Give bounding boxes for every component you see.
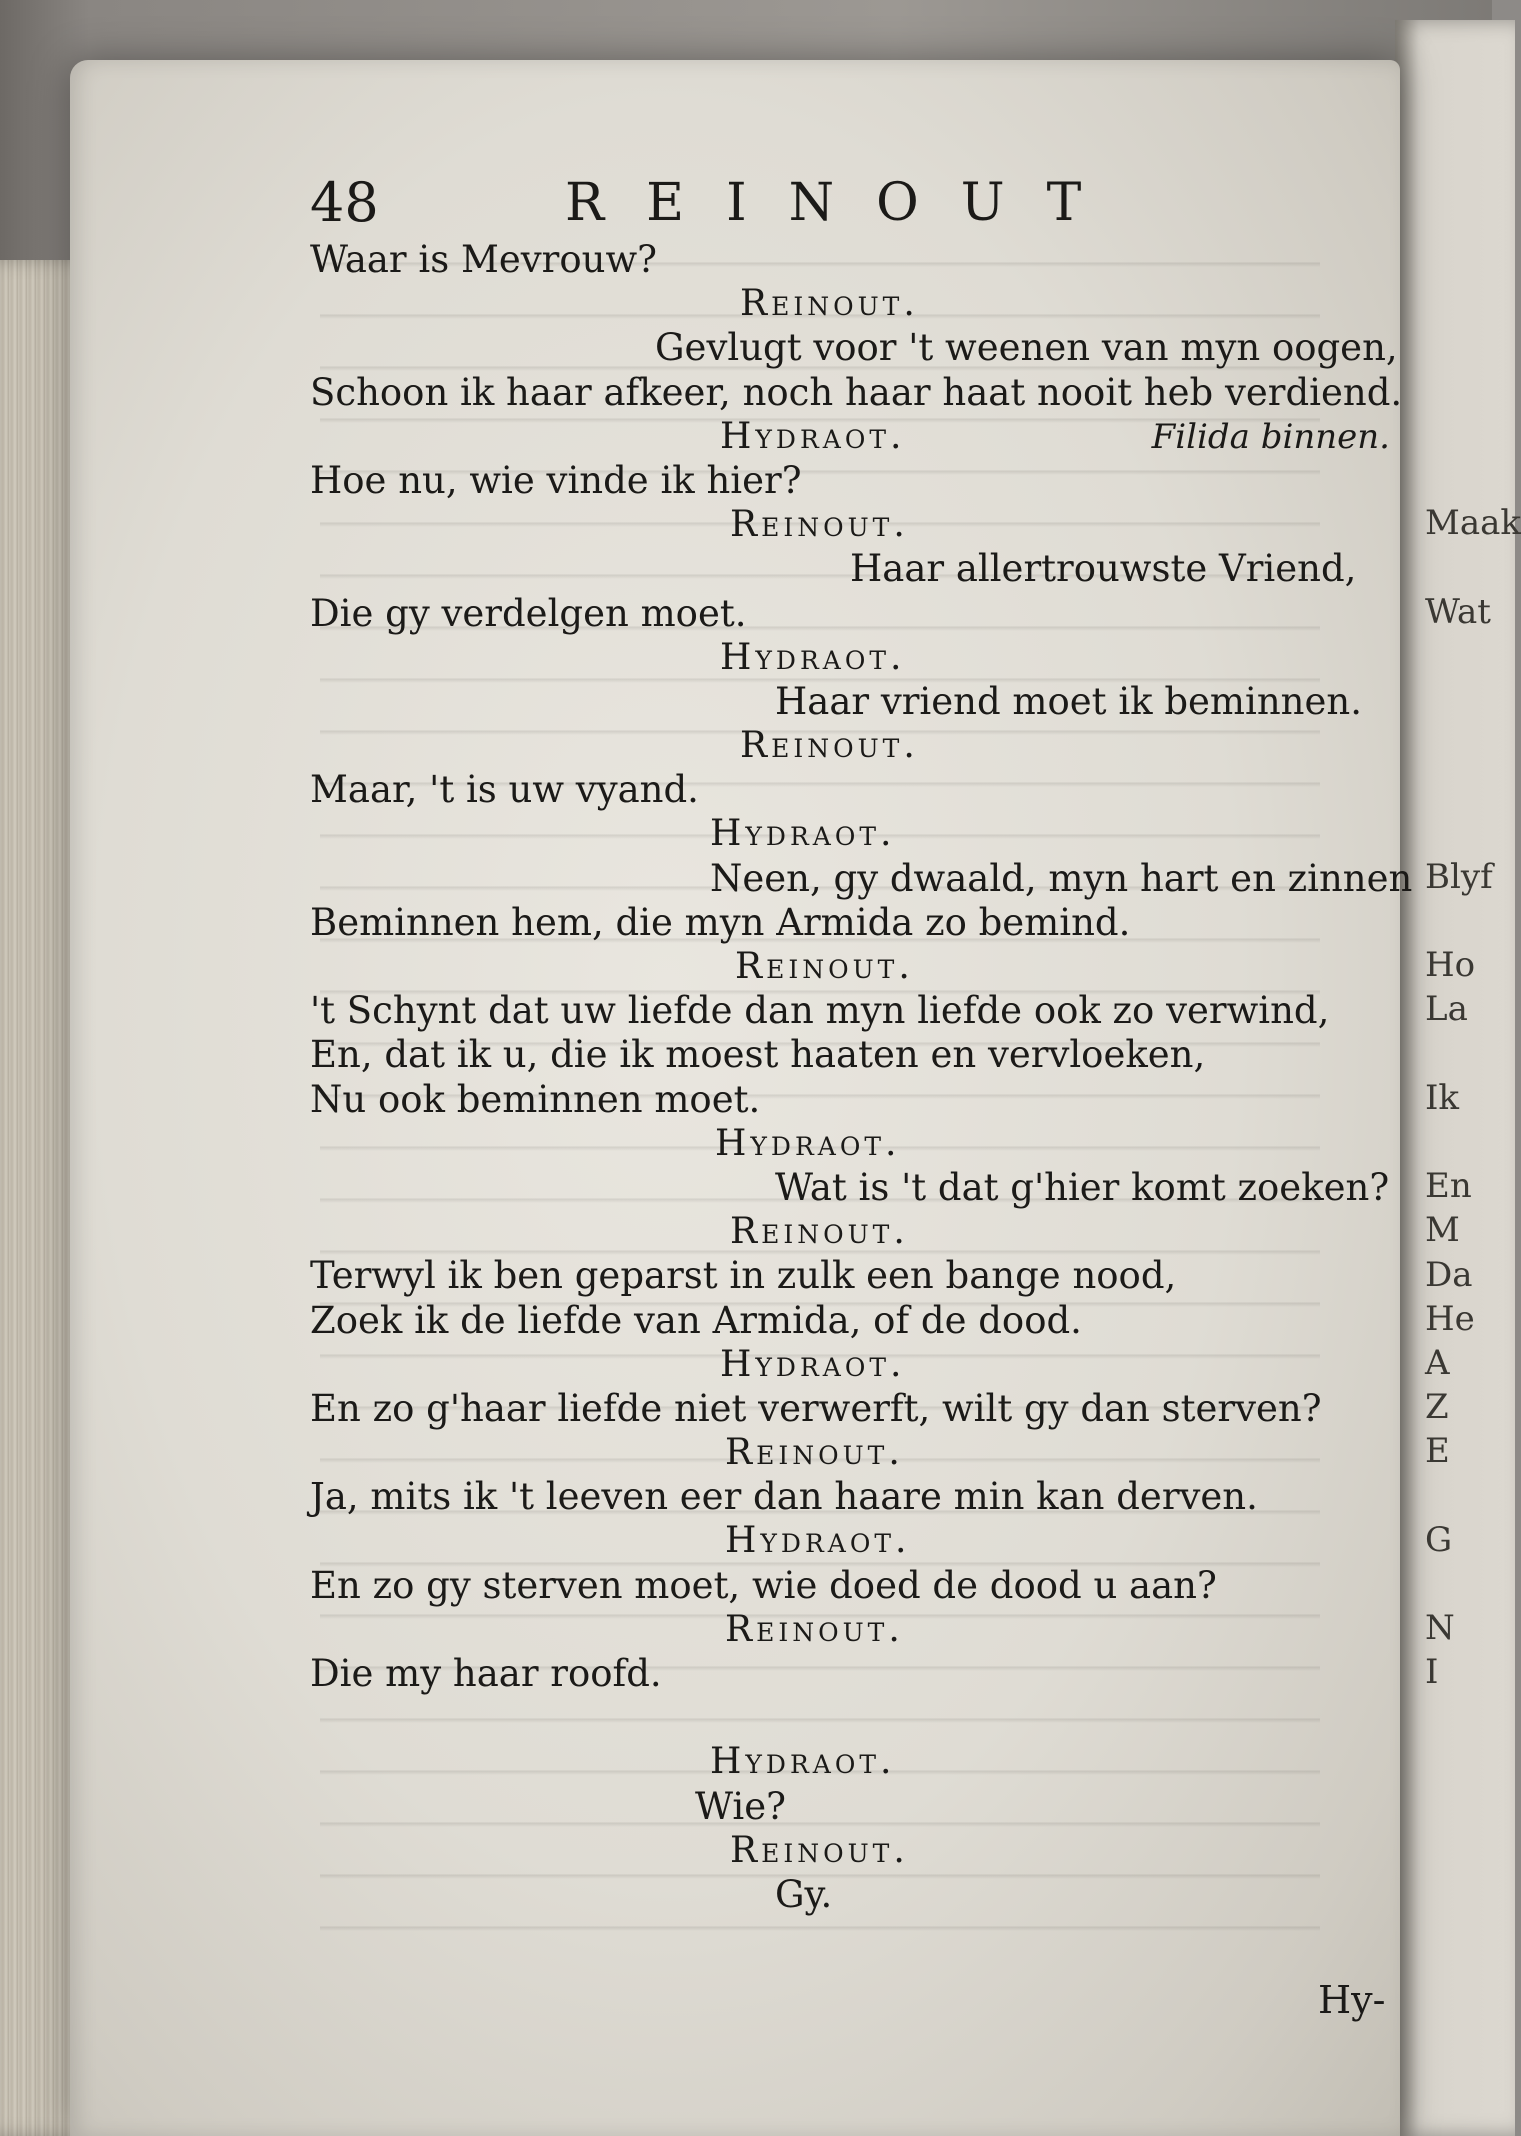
- page-number: 48: [310, 171, 379, 234]
- verse-text: Waar is Mevrouw?: [310, 238, 657, 281]
- catchword: Hy-: [1318, 1978, 1386, 2022]
- speaker-name: [310, 1519, 1390, 1563]
- speaker-label: Hydraot.: [720, 415, 906, 457]
- verse-text: Die my haar roofd.: [310, 1652, 662, 1695]
- speaker-name: [310, 1343, 1390, 1387]
- speaker-name: [310, 503, 1390, 547]
- speaker-label: Hydraot.: [715, 1122, 901, 1164]
- speaker-name: [310, 1431, 1390, 1475]
- verse-text: Nu ook beminnen moet.: [310, 1077, 761, 1121]
- verse-line: [310, 856, 1413, 901]
- verse-text: Wat is 't dat g'hier komt zoeken?: [775, 1165, 1390, 1209]
- speaker-label: Reinout.: [740, 283, 919, 325]
- verse-text: Maar, 't is uw vyand.: [310, 768, 699, 812]
- verse-line: [310, 1078, 1390, 1122]
- verse-text: Wie?: [695, 1784, 786, 1828]
- verse-line: [310, 459, 1390, 503]
- speaker-label: Reinout.: [730, 1211, 909, 1253]
- speaker-name: [310, 1122, 1390, 1166]
- verse-text: Ja, mits ik 't leeven eer dan haare min kan derven.: [310, 1475, 1258, 1519]
- verse-line: [310, 326, 1398, 370]
- speaker-name: [310, 1210, 1390, 1254]
- facing-page-text-fragments: [1425, 0, 1521, 2136]
- verse-line: [310, 1166, 1390, 1210]
- speaker-name: [310, 1740, 1390, 1784]
- verse-text: Zoek ik de liefde van Armida, of de dood.: [310, 1298, 1082, 1342]
- facing-page-fragment: Da: [1425, 1254, 1473, 1295]
- verse-line: [310, 1785, 1390, 1829]
- speaker-name: [310, 812, 1390, 856]
- facing-page-fragment: Ik: [1425, 1077, 1460, 1118]
- verse-line: [310, 768, 1390, 812]
- facing-page-fragment: N: [1425, 1608, 1455, 1649]
- facing-page-fragment: Blyf: [1425, 856, 1493, 897]
- running-head: REINOUT: [565, 173, 1124, 233]
- speaker-label: Hydraot.: [720, 636, 906, 678]
- facing-page-fragment: A: [1425, 1343, 1450, 1383]
- verse-line: [310, 1873, 1390, 1917]
- facing-page-fragment: Wat: [1425, 591, 1491, 632]
- verse-text: Haar vriend moet ik beminnen.: [775, 679, 1362, 723]
- facing-page-fragment: M: [1425, 1210, 1460, 1251]
- facing-page-fragment: He: [1425, 1298, 1475, 1339]
- verse-line: [310, 1387, 1390, 1431]
- speaker-name: [310, 945, 1390, 989]
- verse-line: [310, 680, 1390, 724]
- verse-text: Terwyl ik ben geparst in zulk een bange nood,: [310, 1254, 1177, 1298]
- verse-text: Beminnen hem, die myn Armida zo bemind.: [310, 900, 1131, 944]
- verse-line: [310, 1652, 1390, 1696]
- verse-text: Gevlugt voor 't weenen van myn oogen,: [655, 326, 1398, 370]
- speaker-label: Hydraot.: [725, 1520, 911, 1562]
- facing-page-fragment: Ho: [1425, 945, 1476, 986]
- verse-line: [310, 901, 1390, 945]
- verse-line: [310, 1564, 1390, 1608]
- speaker-label: Hydraot.: [720, 1343, 906, 1385]
- verse-line: [310, 547, 1390, 591]
- verse-text: 't Schynt dat uw liefde dan myn liefde ook zo verwind,: [310, 989, 1330, 1033]
- speaker-name: [310, 636, 1390, 680]
- facing-page-fragment: G: [1425, 1519, 1453, 1560]
- speaker-label: Reinout.: [735, 946, 914, 987]
- speaker-label: Hydraot.: [710, 1741, 896, 1783]
- speaker-label: Reinout.: [730, 504, 909, 546]
- verse-line: [310, 592, 1390, 636]
- verse-text: En zo g'haar liefde niet verwerft, wilt gy dan sterven?: [310, 1386, 1322, 1430]
- facing-page-fragment: E: [1425, 1431, 1450, 1472]
- speaker-name: [310, 724, 1390, 768]
- play-text: [310, 238, 1413, 1917]
- line-gap: [310, 1696, 1390, 1740]
- verse-line: [310, 1033, 1390, 1077]
- verse-text: Hoe nu, wie vinde ik hier?: [310, 458, 802, 502]
- speaker-name: [310, 282, 1390, 326]
- verse-line: [310, 989, 1390, 1033]
- speaker-name: [310, 415, 1390, 459]
- facing-page-fragment: En: [1425, 1166, 1472, 1207]
- speaker-name: [310, 1608, 1390, 1652]
- verse-text: Schoon ik haar afkeer, noch haar haat nooit heb verdiend.: [310, 370, 1403, 414]
- verse-line: [310, 1254, 1390, 1298]
- verse-text: Haar allertrouwste Vriend,: [850, 547, 1357, 591]
- verse-text: Die gy verdelgen moet.: [310, 591, 747, 635]
- speaker-label: Reinout.: [740, 725, 919, 767]
- speaker-label: Reinout.: [730, 1829, 909, 1871]
- page-header: [310, 168, 1310, 238]
- verse-line: [310, 238, 1390, 282]
- facing-page-fragment: I: [1425, 1652, 1439, 1693]
- verse-text: Gy.: [775, 1872, 833, 1916]
- facing-page-fragment: Maak: [1425, 503, 1521, 544]
- speaker-label: Hydraot.: [710, 813, 896, 855]
- verse-line: [310, 1299, 1390, 1343]
- facing-page-fragment: La: [1425, 989, 1468, 1030]
- stage-direction: Filida binnen.: [1151, 416, 1390, 457]
- verse-line: [310, 1475, 1390, 1519]
- speaker-label: Reinout.: [725, 1432, 904, 1474]
- speaker-name: [310, 1829, 1390, 1873]
- verse-text: En zo gy sterven moet, wie doed de dood u aan?: [310, 1563, 1217, 1607]
- facing-page-fragment: Z: [1425, 1387, 1449, 1428]
- speaker-label: Reinout.: [725, 1608, 904, 1650]
- verse-text: En, dat ik u, die ik moest haaten en vervloeken,: [310, 1033, 1206, 1077]
- verse-line: [310, 370, 1403, 415]
- verse-text: Neen, gy dwaald, myn hart en zinnen: [710, 856, 1413, 900]
